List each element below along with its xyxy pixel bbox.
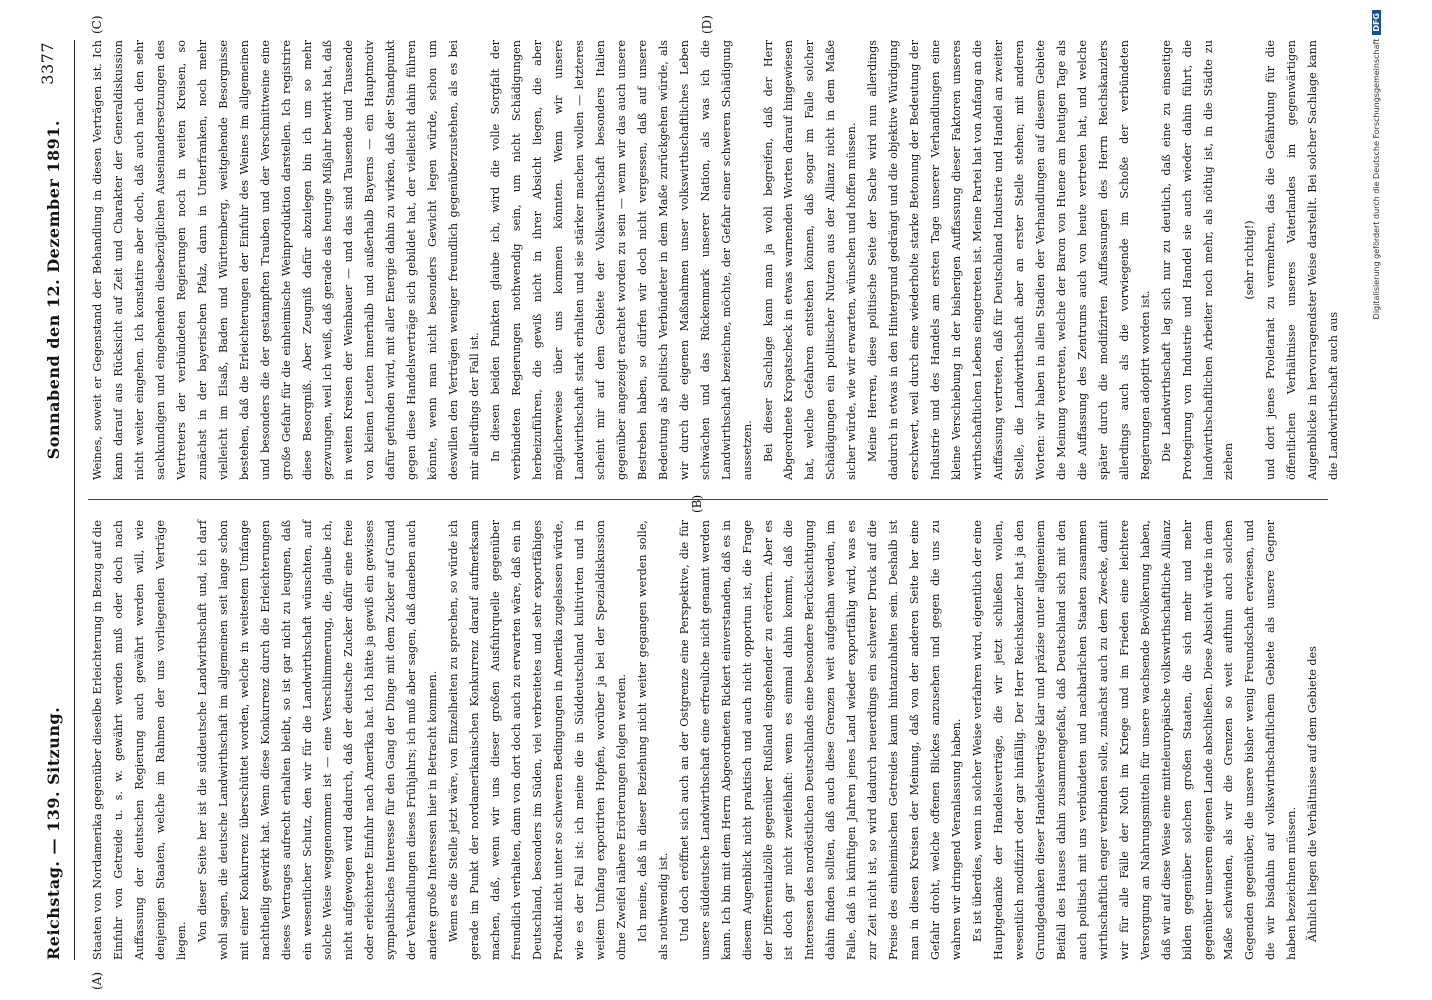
header-right: Sonnabend den 12. Dezember 1891.: [44, 120, 63, 460]
paragraph: Weines, soweit er Gegenstand der Behandlung in diesen Verträgen ist. Ich kann darauf aus Rücksicht auf Zeit und Charakter der Generaldiskussion nicht weiter eingehen. Ich konstatire aber doch, daß auch nach den sehr sachkundigen und eingehenden diesbezüglichen Auseinandersetzungen des Vertreters der verbündeten Regierungen noch in weiten Kreisen, so zunächst in der bayerischen Pfalz, dann in Unterfranken, noch mehr vielleicht im Elsaß, Baden und Württemberg, weitgehende Besorgnisse bestehen, daß die Erleichterungen der Einfuhr des Weines im allgemeinen und besonders die der gestampften Trauben und der Verschnittweine eine große Gefahr für die einheimische Weinproduktion darstellen. Ich registrire diese Besorgniß. Aber Zeugniß dafür abzulegen bin ich um so mehr gezwungen, weil ich weiß, daß gerade das heurige Mißjahr bewirkt hat, daß in weiten Kreisen der Weinbauer — und das sind Tausende und Tausende von kleinen Leuten innerhalb und außerhalb Bayerns — ein Hauptmotiv dafür gefunden wird, mit aller Energie dahin zu wirken, daß der Standpunkt gegen diese Handelsverträge sich gebildet hat, der vielleicht dahin führen könnte, wenn man nicht besonders Gewicht legen würde, schon um deswillen den Verträgen weniger freundlich gegenüberzustehen, als es bei mir allerdings der Fall ist.: [91, 40, 482, 480]
paragraph: Und doch eröffnet sich auch an der Ostgrenze eine Perspektive, die für unsere süddeutsche Landwirthschaft eine erfreuliche nicht genannt werden kann. Ich bin mit dem Herrn Abgeordneten Rickert einverstanden, daß es in diesem Augenblick nicht praktisch und auch nicht opportun ist, die Frage der Differentialzölle gegenüber Rußland eingehender zu erörtern. Aber es ist doch gar nicht zweifelhaft: wenn es einmal dahin kommt, daß die Interessen des nordöstlichen Deutschlands eine besondere Berücksichtigung dahin finden sollten, daß auch diese Grenzen weit aufgethan werden, im Falle, daß in künftigen Jahren jenes Land wieder exportfähig wird, was es zur Zeit nicht ist, so wird dadurch neuerdings ein schwerer Druck auf die Preise des einheimischen Getreides kaum hintanzuhalten sein. Deshalb ist man in diesen Kreisen der Meinung, daß von der anderen Seite her eine Gefahr droht, welche offenen Blickes anzusehen und gegen die uns zu wahren wir dringend Veranlassung haben.: [677, 520, 964, 960]
marker-c: (C): [90, 15, 104, 34]
marker-a: (A): [90, 971, 104, 990]
paragraph: Meine Herren, diese politische Seite der Sache wird nun allerdings dadurch in etwas in den Hintergrund gedrängt und die objektive Würdigung erschwert, weil durch eine wiederholte starke Betonung der Bedeutung der Industrie und des Handels am ersten Tage unserer Verhandlungen eine kleine Verschiebung in der bisherigen Auffassung dieser Faktoren unseres wirthschaftlichen Lebens eingetreten ist. Meine Partei hat von Anfang an die Auffassung vertreten, daß für Deutschland Industrie und Handel an zweiter Stelle, die Landwirthschaft aber an erster Stelle stehen; mit anderen Worten: wir haben in allen Stadien der Verhandlungen auf diesem Gebiete die Meinung vertreten, welche der Baron von Huene am heutigen Tage als die Auffassung des Zentrums auch von heute vertreten hat, und welche später durch die modifizirten Auffassungen des Herrn Reichskanzlers allerdings auch als die vorwiegende im Schoße der verbündeten Regierungen adoptirt worden ist.: [866, 40, 1152, 480]
digitization-credit: [1372, 10, 1381, 400]
column-divider: [88, 499, 1328, 500]
paragraph: und dort jenes Proletariat zu vermehren, das die Gefährdung für die öffentlichen Verhältnisse unseres Vaterlandes im gegenwärtigen Augenblicke in hervorragendster Weise darstellt. Bei solcher Sachlage kann die Landwirthschaft auch aus: [1264, 40, 1341, 480]
header-rule: [74, 40, 75, 960]
credit-text: Digitalisierung gefördert durch die Deutsche Forschungsgemeinschaft: [1372, 38, 1381, 320]
right-column: [88, 40, 1345, 480]
paragraph: Es ist überdies, wenn in solcher Weise verfahren wird, eigentlich der eine Hauptgedanke der Handelsverträge, die wir jetzt schließen wollen, wesentlich modifizirt oder gar hinfällig. Der Herr Reichskanzler hat ja den Grundgedanken dieser Handelsverträge klar und präzise unter allgemeinem Beifall des Hauses dahin zusammengefaßt, daß Deutschland sich mit den auch politisch mit uns verbündeten und nachbarlichen Staaten zusammen wirthschaftlich enger verbinden solle, zunächst auch zu dem Zwecke, damit wir für alle Fälle der Noth im Kriege und im Frieden eine leichtere Versorgung an Nahrungsmitteln für unsere wachsende Bevölkerung haben, daß wir auf diese Weise eine mitteleuropäische volkswirthschaftliche Allianz bilden gegenüber solchen großen Staaten, die sich mehr und mehr gegenüber unserem eigenen Lande abschließen. Diese Absicht würde in dem Maße schwinden, als wir die Grenzen so weit aufthun auch solchen Gegenden gegenüber, die unsere bisher wenig Freundschaft erwiesen, und die wir bisdahin auf volkswirthschaftlichem Gebiete als unsere Gegner haben bezeichnen müssen.: [971, 520, 1299, 960]
marker-b: (B): [690, 494, 704, 513]
paragraph: Bei dieser Sachlage kann man ja wohl begreifen, daß der Herr Abgeordnete Kropatscheck in etwas warnenden Worten darauf hingewiesen hat, welche Gefahren entstehen können, daß sogar im Falle solcher Schädigungen ein politischer Nutzen aus der Allianz nicht in dem Maße sicher würde, wie wir erwarten, wünschen und hoffen müssen.: [761, 40, 859, 480]
paragraph: Ähnlich liegen die Verhältnisse auf dem Gebiete des: [1306, 646, 1320, 942]
left-column: [88, 520, 1324, 960]
paragraph: In diesen beiden Punkten glaube ich, wird die volle Sorgfalt der verbündeten Regierungen nothwendig sein, um nicht Schädigungen herbeizuführen, die gewiß nicht in ihrer Absicht liegen, die aber möglicherweise über uns kommen könnten. Wenn wir unsere Landwirthschaft stark erhalten und sie stärker machen wollen — letzteres scheint mir auf dem Gebiete der Volkswirthschaft besonders Italien gegenüber angezeigt erachtet worden zu sein — wenn wir das auch unsere Bestreben haben, so dürfen wir doch nicht vergessen, daß auf unsere Bedeutung als politisch Verbündeter in dem Maße zurückgehen würde, als wir durch die eigenen Maßnahmen unser volkswirthschaftliches Leben schwächen und das Rückenmark unserer Nation, als was ich die Landwirthschaft bezeichne, möchte, der Gefahr einer schweren Schädigung aussetzen.: [489, 40, 754, 480]
page-header: [38, 40, 70, 960]
header-left: Reichstag. — 139. Sitzung.: [44, 706, 63, 960]
paragraph: Staaten von Nordamerika gegenüber dieselbe Erleichterung in Bezug auf die Einfuhr von Getreide u. s. w. gewährt werden muß oder doch nach Auffassung der deutschen Regierung auch gewährt werden will, wie denjenigen Staaten, welche im Rahmen der uns vorliegenden Verträge liegen.: [91, 520, 188, 960]
interjection: (sehr richtig!): [1243, 220, 1257, 300]
page-number: 3377: [38, 42, 57, 85]
paragraph: Wenn es die Stelle jetzt wäre, von Einzelheiten zu sprechen, so würde ich gerade im Punkt der nordamerikanischen Konkurrenz darauf aufmerksam machen, daß, wenn wir uns dieser großen Ausfuhrquelle gegenüber freundlich verhalten, dann von dort doch auch zu erwarten wäre, daß ein in Deutschland, besonders im Süden, viel verbreitetes und sehr exportfähiges Produkt nicht unter so schweren Bedingungen in Amerika zugelassen würde, wie es der Fall ist: ich meine die in Süddeutschland kultivirten und in weitem Umfang exportirten Hopfen, worüber ja bei der Spezialdiskussion ohne Zweifel nähere Erörterungen folgen werden.: [447, 520, 628, 960]
marker-d: (D): [700, 15, 714, 34]
paragraph: Ich meine, daß in dieser Beziehung nicht weiter gegangen werden solle, als nothwendig ist.: [635, 520, 670, 960]
paragraph: Die Landwirthschaft lag sich nur zu deutlich, daß eine zu einseitige Protegirung von Industrie und Handel sie auch wieder dahin führt, die landwirthschaftlichen Arbeiter noch mehr, als nöthig ist, in die Städte zu ziehen: [1159, 40, 1236, 480]
dfg-logo: DFG: [1372, 10, 1381, 35]
paragraph: Von dieser Seite her ist die süddeutsche Landwirthschaft und, ich darf wohl sagen, die deutsche Landwirthschaft im allgemeinen seit lange schon mit einer Konkurrenz überschüttet worden, welche in weitestem Umfange nachtheilig gewirkt hat. Wenn diese Konkurrenz durch die Erleichterungen dieses Vertrages aufrecht erhalten bleibt, so ist gar nicht zu leugnen, daß ein wesentlicher Schutz, den wir für die Landwirthschaft wünschten, auf solche Weise weggenommen ist — eine Verschlimmerung, die, glaube ich, nicht aufgewogen wird dadurch, daß der deutsche Zucker dafür eine freie oder erleichterte Einfuhr nach Amerika hat. Ich hätte ja gewiß ein gewisses sympathisches Interesse für den Gang der Dinge mit dem Zucker auf Grund der Verhandlungen dieses Frühjahrs; ich muß aber sagen, daß daneben auch andere große Interessen hier in Betracht kommen.: [195, 520, 440, 960]
